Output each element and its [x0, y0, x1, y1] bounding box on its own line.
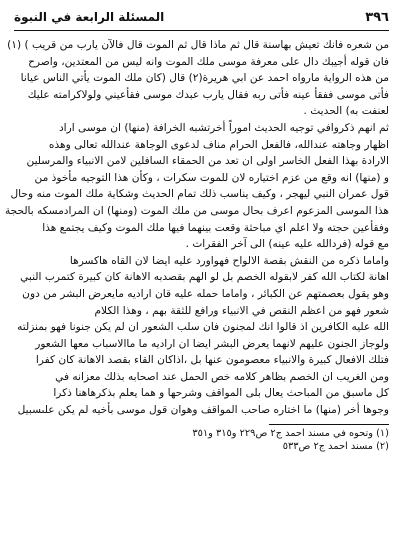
body-line: ومن الغريب ان الخصم بظاهر كلامه خص الحمل عند اصحابه بذلك معزانه في: [55, 370, 389, 383]
body-line: وهو يقول بعصمتهم عن الكبائر ، واماما حمله عليه قان اراديه مايعرض البشر من دون: [22, 287, 389, 300]
body-line: كل ماسبق من المباحث يعال بلى المواقف وشرحها و هما يعلم بذكرهاهنا ذكرا: [53, 387, 389, 400]
body-line: وجوها أخر (منها) ما اختاره صاحب المواقف وهوان قول موسى بأخيه لم يكن علىسبيل: [17, 404, 389, 417]
body-line: هذا الموسى المزعوم اعرف بحال موسى من ملك الموت (ومنها) ان المرادمسكه بالحجة: [4, 204, 389, 217]
body-line: مع قوله (فردالله عليه عينه) الى آخر الفقرات .: [185, 238, 389, 251]
body-line: فان قوله أجيبك دال على معرفة موسى ملك الموت وانه ليس من المعتدين، واصرح: [28, 55, 389, 68]
body-line: قول عمران النبي ليهجر ، وكيف يناسب ذلك تمام الحديث وشكاية ملك الموت منه وحال: [10, 188, 389, 201]
page-number: ٣٩٦: [365, 9, 389, 25]
body-line: ثم انهم ذكروافي توجيه الحديث اموراً أخرتشبه الخرافة (منها) ان موسى اراد: [58, 121, 389, 134]
footnote: (٢) مسند احمد ج٢ ص٥٣٣: [282, 440, 389, 452]
body-line: فتلك الافعال كبيرة والانبياء معصومون عنها بل ،اذاكان القاء بقصد الاهانة كان كفرا: [35, 354, 389, 367]
body-line: فأتى موسى ففقأ عينه فأتى ربه فقال يارب عبدك موسى فقأعيني ولولاكرامته عليك: [27, 88, 389, 101]
body-line: شعور فهو من اعظم النقص في الانبياء ورافع للثقة بهم ، وهذا الكلام: [94, 304, 389, 317]
body-line: واماما ذكره من النقش بقصة الالواح فهواورد عليه ايضا لان القاه هاكسرها: [69, 254, 389, 267]
body-line: من شعره فانك تعيش بهاسنة قال ثم ماذا قال ثم الموت قال فالآن يارب من قريب ) (١): [7, 39, 389, 51]
body-line: اظهار وجاهته عندالله، فالفعل الحرام مناف لدعوى الوجاهة عندالله تعالى وهذه: [48, 138, 389, 151]
page-body: [4, 37, 389, 419]
footnotes: [14, 427, 389, 453]
footnote: (١) وتحوه في مسند احمد ج٢ ص٢٢٩ و٣١٥ و٣٥١: [192, 427, 389, 439]
body-line: اهانة لكتاب الله كفر لابقوله الخصم بل لو الهم بقصدبه الاهانة كان كبيرة كتمرب النبي: [20, 271, 389, 284]
header-rule: [14, 30, 389, 31]
running-title: المسئلة الرابعة في النبوة: [14, 10, 165, 24]
body-line: الارادة بهذا الفعل الخاسر اولى ان تعد من الحمقاء السافلين لامن الانبياء والمرسلين: [26, 155, 389, 168]
body-line: الله عليه الكافرين اذ قالوا انك لمجنون فان سلب الشعور ان لم يكن جنونا فهو بمنزلته: [17, 321, 389, 334]
footnote-separator: [269, 424, 389, 425]
body-line: و (منها) انه وقع من عزم اختياره لان للموت سكرات ، وكأن هذا التوجيه مأخوذ من: [34, 171, 389, 184]
body-line: ولوجاز الجنون عليهم لانهما يعرض البشر ايضا ان اراديه ما ماالاسباب معها الشعور: [35, 337, 389, 350]
body-line: وفقأعين حجته ولا اعلم اي مباحثة وقعت بينهما فيها ملك الموت وكيف يجتمع هذا: [42, 221, 389, 234]
body-line: لعنفت به) الحديث .: [303, 105, 389, 118]
body-line: من هذه الرواية مارواه احمد عن ابي هريرة(٢) قال (كان ملك الموت يأتي الناس عيانا: [20, 72, 389, 85]
page-header: [14, 6, 389, 28]
